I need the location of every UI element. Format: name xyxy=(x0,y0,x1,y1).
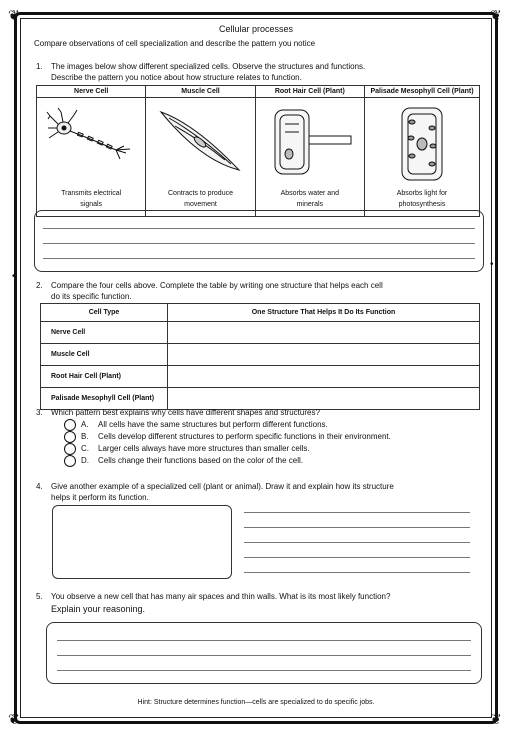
palisade-cell-function-line-1: Absorbs light for xyxy=(396,190,448,197)
question-text-line-2: helps it perform its function. xyxy=(51,493,149,502)
question-text-line-2: Explain your reasoning. xyxy=(51,604,146,614)
question-text-line-1: Compare the four cells above. Complete the table by writing one structure that helps each cell xyxy=(51,281,383,290)
answer-line[interactable] xyxy=(244,542,470,543)
cell-structure-table xyxy=(40,303,480,410)
option-text: Larger cells always have more structures than smaller cells. xyxy=(98,444,310,453)
corner-ornament-bottom-left: ❦ xyxy=(8,711,20,727)
structure-answer-cell[interactable] xyxy=(168,366,480,388)
question-text-line-2: Describe the pattern you notice about how structure relates to function. xyxy=(51,73,302,82)
answer-line xyxy=(43,228,475,229)
question-5 xyxy=(36,591,496,615)
structure-answer-cell[interactable] xyxy=(168,322,480,344)
option-letter: C. xyxy=(81,444,89,453)
question-4 xyxy=(36,481,496,505)
question-2 xyxy=(36,280,496,304)
palisade-cell-drawing xyxy=(392,106,452,182)
q1-answer-box[interactable] xyxy=(34,210,484,272)
q4-drawing-box[interactable] xyxy=(52,505,232,579)
muscle-cell-drawing xyxy=(155,106,245,176)
question-3 xyxy=(36,407,496,419)
structure-header: One Structure That Helps It Do Its Function xyxy=(168,304,480,322)
option-text: All cells have the same structures but perform different functions. xyxy=(98,420,328,429)
nerve-cell-drawing xyxy=(46,106,136,166)
corner-ornament-top-right: ❦ xyxy=(490,7,502,23)
palisade-cell-cell xyxy=(364,98,479,217)
q5-answer-box[interactable] xyxy=(46,622,482,684)
specialized-cells-table xyxy=(36,85,480,217)
question-text-line-1: The images below show different specialized cells. Observe the structures and functions. xyxy=(51,62,366,71)
root-hair-cell-header: Root Hair Cell (Plant) xyxy=(255,86,364,98)
side-ornament-left: • xyxy=(12,271,16,282)
answer-line xyxy=(43,258,475,259)
root-hair-cell-drawing xyxy=(265,106,355,178)
cell-type-row-label: Palisade Mesophyll Cell (Plant) xyxy=(41,388,168,410)
palisade-cell-function-line-2: photosynthesis xyxy=(398,201,446,208)
structure-answer-cell[interactable] xyxy=(168,344,480,366)
question-text-line-1: You observe a new cell that has many air spaces and thin walls. What is its most likely function? xyxy=(51,592,391,601)
answer-line[interactable] xyxy=(244,572,470,573)
corner-ornament-bottom-right: ❦ xyxy=(490,711,502,727)
radio-circle-icon[interactable] xyxy=(64,431,76,443)
root-hair-cell-function-line-2: minerals xyxy=(296,201,324,208)
radio-circle-icon[interactable] xyxy=(64,455,76,467)
radio-circle-icon[interactable] xyxy=(64,419,76,431)
muscle-cell-header: Muscle Cell xyxy=(146,86,255,98)
palisade-cell-header: Palisade Mesophyll Cell (Plant) xyxy=(364,86,479,98)
question-number: 2. xyxy=(36,281,43,290)
muscle-cell-function-line-1: Contracts to produce xyxy=(168,190,233,197)
option-letter: A. xyxy=(81,420,89,429)
cell-type-row-label: Nerve Cell xyxy=(41,322,168,344)
answer-line xyxy=(57,640,471,641)
cell-type-header: Cell Type xyxy=(41,304,168,322)
answer-line[interactable] xyxy=(244,557,470,558)
question-text-line-2: do its specific function. xyxy=(51,292,132,301)
option-letter: D. xyxy=(81,456,89,465)
muscle-cell-cell xyxy=(146,98,255,217)
answer-line xyxy=(43,243,475,244)
answer-line[interactable] xyxy=(244,512,470,513)
corner-ornament-top-left: ❦ xyxy=(8,7,20,23)
page-title: Cellular processes xyxy=(218,24,294,34)
question-1 xyxy=(36,61,496,85)
option-text: Cells change their functions based on the color of the cell. xyxy=(98,456,304,465)
nerve-cell-header: Nerve Cell xyxy=(37,86,146,98)
hint-text: Hint: Structure determines function—cells are specialized to do specific jobs. xyxy=(137,699,375,706)
radio-circle-icon[interactable] xyxy=(64,443,76,455)
root-hair-cell-function-line-1: Absorbs water and xyxy=(280,190,339,197)
question-number: 5. xyxy=(36,592,43,601)
cell-type-row-label: Muscle Cell xyxy=(41,344,168,366)
answer-line xyxy=(57,670,471,671)
answer-line xyxy=(57,655,471,656)
cell-type-row-label: Root Hair Cell (Plant) xyxy=(41,366,168,388)
side-ornament-right: • xyxy=(490,259,494,270)
page-subtitle: Compare observations of cell specialization and describe the pattern you notice xyxy=(34,39,316,48)
nerve-cell-cell xyxy=(37,98,146,217)
question-number: 1. xyxy=(36,62,43,71)
nerve-cell-function-line-2: signals xyxy=(80,201,103,208)
answer-line[interactable] xyxy=(244,527,470,528)
question-text: Which pattern best explains why cells have different shapes and structures? xyxy=(51,408,320,417)
root-hair-cell-cell xyxy=(255,98,364,217)
muscle-cell-function-line-2: movement xyxy=(184,201,217,208)
question-number: 3. xyxy=(36,408,43,417)
nerve-cell-function-line-1: Transmits electrical xyxy=(61,190,122,197)
question-number: 4. xyxy=(36,482,43,491)
option-text: Cells develop different structures to perform specific functions in their environment. xyxy=(98,432,391,441)
question-text-line-1: Give another example of a specialized cell (plant or animal). Draw it and explain how its structure xyxy=(51,482,394,491)
option-letter: B. xyxy=(81,432,89,441)
